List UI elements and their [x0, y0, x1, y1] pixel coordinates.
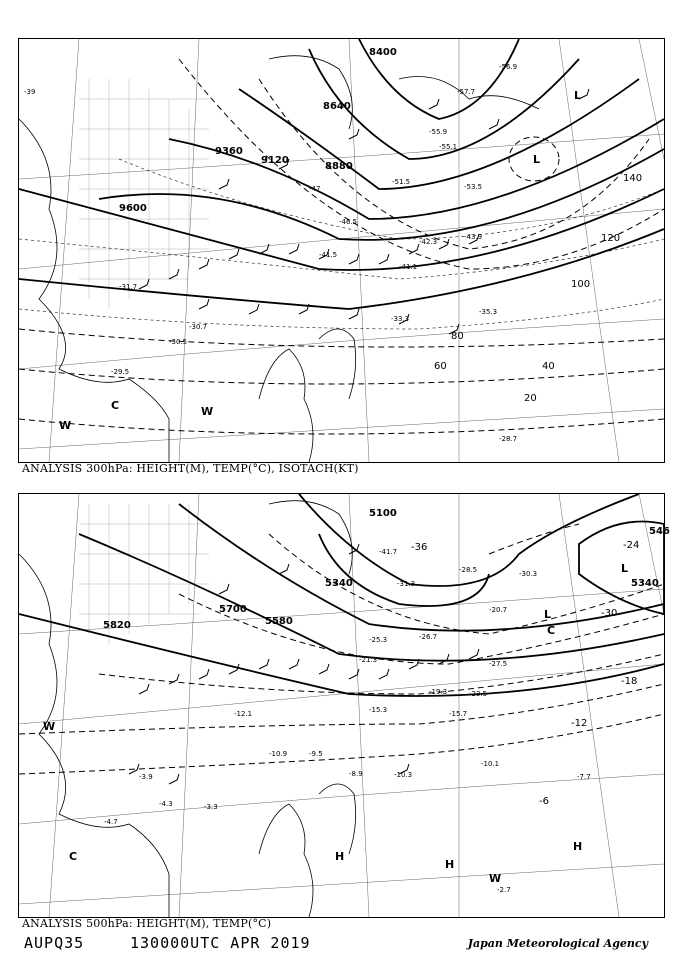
temp-label: -12.1 — [234, 710, 253, 718]
chart-identifier: AUPQ35 — [24, 934, 85, 952]
height-label: 8400 — [369, 47, 397, 58]
height-label: 5820 — [103, 620, 131, 631]
cold-marker: C — [547, 624, 556, 637]
temp-label: -46.5 — [339, 218, 358, 226]
temp-contour-label: -36 — [411, 542, 428, 553]
temp-label: -15.3 — [369, 706, 388, 714]
high-marker: H — [445, 858, 455, 871]
height-label: 9360 — [215, 146, 243, 157]
temp-label: -4.3 — [159, 800, 173, 808]
low-marker: L — [544, 608, 552, 621]
panel-caption-300hpa: ANALYSIS 300hPa: HEIGHT(M), TEMP(°C), ISOTACH(KT) — [22, 462, 359, 475]
isotach-label: 40 — [542, 361, 555, 372]
temp-label: -39 — [24, 88, 36, 96]
temp-label: -41.5 — [319, 251, 338, 259]
temp-label: -30.7 — [189, 323, 208, 331]
temp-label: -10.9 — [269, 750, 288, 758]
temp-label: -20.7 — [489, 606, 508, 614]
temp-label: -42.3 — [419, 238, 438, 246]
low-marker: L — [621, 562, 629, 575]
temp-label: -41.7 — [379, 548, 398, 556]
height-label: 5340 — [631, 578, 659, 589]
temp-label: -3.9 — [139, 773, 153, 781]
high-marker: H — [335, 850, 345, 863]
temp-label: -28.7 — [499, 435, 518, 443]
temp-label: -3.3 — [204, 803, 218, 811]
height-label: 8880 — [325, 161, 353, 172]
temp-label: -29.5 — [111, 368, 130, 376]
warm-marker: W — [59, 419, 72, 432]
cold-marker: C — [111, 399, 120, 412]
temp-label: -35.3 — [479, 308, 498, 316]
cold-marker: C — [69, 850, 78, 863]
height-label: 8640 — [323, 101, 351, 112]
isotach-label: 20 — [524, 393, 537, 404]
temp-label: -10.1 — [481, 760, 500, 768]
temp-label: -57.7 — [457, 88, 476, 96]
temp-label: -7.7 — [577, 773, 591, 781]
temp-label: -51.5 — [392, 178, 411, 186]
temp-label: -9.5 — [309, 750, 323, 758]
warm-marker: W — [489, 872, 502, 885]
temp-label: -53.5 — [464, 183, 483, 191]
temp-label: -55.1 — [439, 143, 458, 151]
panel-caption-500hpa: ANALYSIS 500hPa: HEIGHT(M), TEMP(°C) — [22, 917, 272, 930]
temp-label: -23.5 — [469, 690, 488, 698]
temp-label: -56.9 — [499, 63, 518, 71]
warm-marker: W — [201, 405, 214, 418]
temp-label: -28.5 — [459, 566, 478, 574]
map-300hpa — [19, 39, 664, 462]
height-label: 9600 — [119, 203, 147, 214]
temp-contour-label: -18 — [621, 676, 638, 687]
isotach-label: 140 — [623, 173, 643, 184]
temp-label: -33.3 — [391, 315, 410, 323]
temp-label: -30.5 — [169, 338, 188, 346]
warm-marker: W — [43, 720, 56, 733]
temp-label: -10.3 — [394, 771, 413, 779]
temp-label: -4.7 — [104, 818, 118, 826]
temp-label: -41.1 — [399, 263, 418, 271]
temp-contour-label: -12 — [571, 718, 588, 729]
temp-contour-label: -24 — [623, 540, 640, 551]
temp-label: -43.9 — [464, 233, 483, 241]
height-label: 5100 — [369, 508, 397, 519]
temp-label: -55.9 — [429, 128, 448, 136]
temp-contour-label: -6 — [539, 796, 549, 807]
isotach-label: 100 — [571, 279, 591, 290]
height-label: 5580 — [265, 616, 293, 627]
isotach-label: 60 — [434, 361, 447, 372]
height-label: 5700 — [219, 604, 247, 615]
temp-label: -47 — [309, 185, 321, 193]
temp-label: -2.7 — [497, 886, 511, 894]
agency-name: Japan Meteorological Agency — [467, 937, 648, 950]
isotach-label: 120 — [601, 233, 621, 244]
temp-label: -19.3 — [429, 688, 448, 696]
low-marker: L — [533, 153, 541, 166]
height-label: 9120 — [261, 155, 289, 166]
temp-label: -26.7 — [419, 633, 438, 641]
isotach-label: 80 — [451, 331, 464, 342]
high-marker: H — [573, 840, 583, 853]
low-marker: L — [574, 89, 582, 102]
temp-label: -30.3 — [519, 570, 538, 578]
temp-label: -8.9 — [349, 770, 363, 778]
height-label: 546 — [649, 526, 670, 537]
temp-label: -21.3 — [359, 656, 378, 664]
chart-panel-500hpa — [18, 493, 670, 918]
temp-label: -31.3 — [397, 580, 416, 588]
temp-label: -27.5 — [489, 660, 508, 668]
height-label: 5340 — [325, 578, 353, 589]
temp-label: -25.3 — [369, 636, 388, 644]
chart-panel-300hpa — [18, 38, 665, 463]
temp-label: -15.7 — [449, 710, 468, 718]
temp-label: -31.7 — [119, 283, 138, 291]
map-500hpa — [19, 494, 670, 917]
valid-time: 130000UTC APR 2019 — [130, 934, 311, 952]
temp-contour-label: -30 — [601, 608, 618, 619]
